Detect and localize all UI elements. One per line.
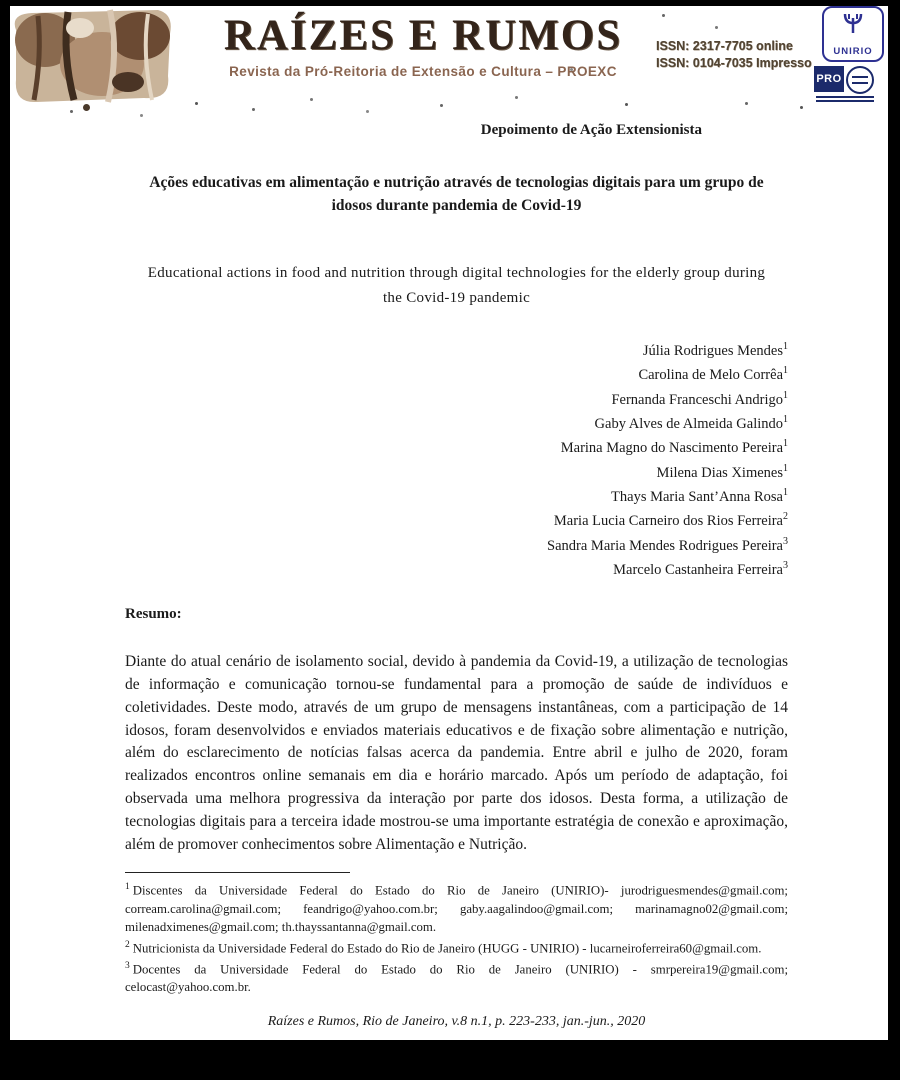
author-name: Marina Magno do Nascimento Pereira — [560, 440, 783, 457]
author-affiliation-mark: 3 — [783, 535, 788, 547]
author-name: Carolina de Melo Corrêa — [638, 367, 783, 384]
unirio-torch-icon — [841, 11, 865, 40]
scanned-page — [10, 6, 888, 1040]
issn-block — [656, 38, 812, 72]
author-line — [125, 410, 788, 434]
proexc-logo — [814, 66, 886, 108]
journal-title-block — [188, 12, 658, 79]
footnote-mark: 1 — [125, 882, 130, 893]
author-line — [125, 386, 788, 410]
author-name: Sandra Maria Mendes Rodrigues Pereira — [547, 537, 783, 554]
footnote — [125, 957, 788, 996]
page-footer: Raízes e Rumos, Rio de Janeiro, v.8 n.1, p. 223-233, jan.-jun., 2020 — [267, 1014, 646, 1030]
section-label: Depoimento de Ação Extensionista — [480, 122, 702, 138]
journal-subtitle: Revista da Pró-Reitoria de Extensão e Cultura – PROEXC — [229, 64, 617, 79]
author-line — [125, 337, 788, 361]
issn-online: ISSN: 2317-7705 online — [656, 39, 793, 53]
author-line — [125, 459, 788, 483]
footnote-separator — [125, 872, 350, 873]
author-line — [125, 434, 788, 458]
author-name: Thays Maria Sant’Anna Rosa — [611, 488, 783, 505]
authors-list — [125, 337, 788, 580]
author-affiliation-mark: 1 — [783, 413, 788, 425]
proexc-label: PRO — [814, 66, 844, 92]
author-affiliation-mark: 1 — [783, 389, 788, 401]
footnote — [125, 878, 788, 935]
author-name: Marcelo Castanheira Ferreira — [613, 561, 783, 578]
abstract-text: Diante do atual cenário de isolamento social, devido à pandemia da Covid-19, a utilização de tecnologias de informação e comunicação tornou-se fundamental para a promoção de saúde de indivíduos e coletividades. Deste modo, através de um grupo de mensagens instantâneas, com a participação de 14 idosos, foram desenvolvidos e enviados materiais educativos e de fixação sobre alimentação e nutrição, além do esclarecimento de notícias falsas acerca da pandemia. Entre abril e julho de 2020, foram realizados encontros online semanais em dia e horário marcado. Após um período de adaptação, foi observada uma melhora progressiva da interação por parte dos idosos. Desta forma, a utilização de tecnologias digitais para a terceira idade mostrou-se uma importante estratégia de conexão e aproximação, além de promover conhecimentos sobre Alimentação e Nutrição. — [125, 653, 788, 853]
footnote-text: Docentes da Universidade Federal do Estado do Rio de Janeiro (UNIRIO) - smrpereira19@gmail.com; celocast@yahoo.com.br. — [125, 962, 788, 995]
author-affiliation-mark: 3 — [783, 559, 788, 571]
author-affiliation-mark: 1 — [783, 365, 788, 377]
unirio-label: UNIRIO — [833, 46, 873, 57]
proexc-caption-lines — [816, 94, 874, 102]
issn-print: ISSN: 0104-7035 Impresso — [656, 56, 812, 70]
author-line — [125, 556, 788, 580]
author-name: Fernanda Franceschi Andrigo — [611, 391, 783, 408]
author-name: Gaby Alves de Almeida Galindo — [594, 415, 783, 432]
author-affiliation-mark: 1 — [783, 486, 788, 498]
footnote-mark: 3 — [125, 960, 130, 971]
footnote-mark: 2 — [125, 939, 130, 950]
collage-art — [10, 8, 175, 104]
abstract-heading: Resumo: — [125, 606, 182, 623]
footnote — [125, 936, 788, 957]
collage-image — [10, 8, 175, 104]
author-name: Milena Dias Ximenes — [656, 464, 783, 481]
article-title-en: Educational actions in food and nutrition through digital technologies for the elderly group during the Covid-19 pandemic — [147, 265, 766, 306]
author-line — [125, 507, 788, 531]
author-line — [125, 532, 788, 556]
scan-speckles — [10, 6, 13, 9]
author-name: Júlia Rodrigues Mendes — [642, 342, 783, 359]
author-line — [125, 483, 788, 507]
author-name: Maria Lucia Carneiro dos Rios Ferreira — [553, 513, 783, 530]
author-line — [125, 361, 788, 385]
article-title-pt: Ações educativas em alimentação e nutrição através de tecnologias digitais para um grupo de idosos durante pandemia de Covid-19 — [149, 174, 764, 214]
article-content — [125, 122, 788, 1030]
unirio-logo — [822, 6, 884, 62]
proexc-seal-icon — [846, 66, 874, 94]
author-affiliation-mark: 2 — [783, 511, 788, 523]
author-affiliation-mark: 1 — [783, 341, 788, 352]
author-affiliation-mark: 1 — [783, 462, 788, 474]
footnote-text: Nutricionista da Universidade Federal do Estado do Rio de Janeiro (HUGG - UNIRIO) - lucarneiroferreira60@gmail.com. — [132, 940, 762, 955]
footnotes — [125, 878, 788, 996]
journal-title: RAÍZES E RUMOS — [223, 12, 623, 59]
journal-header — [10, 6, 888, 114]
footnote-text: Discentes da Universidade Federal do Estado do Rio de Janeiro (UNIRIO)- jurodriguesmendes@gmail.com; corream.carolina@gmail.com; feandrigo@yahoo.com.br; gaby.aagalindoo@gmail.com; marinamagno02@gmail.com; milenadximenes@gmail.com; th.thayssantanna@gmail.com. — [125, 883, 788, 934]
author-affiliation-mark: 1 — [783, 438, 788, 450]
